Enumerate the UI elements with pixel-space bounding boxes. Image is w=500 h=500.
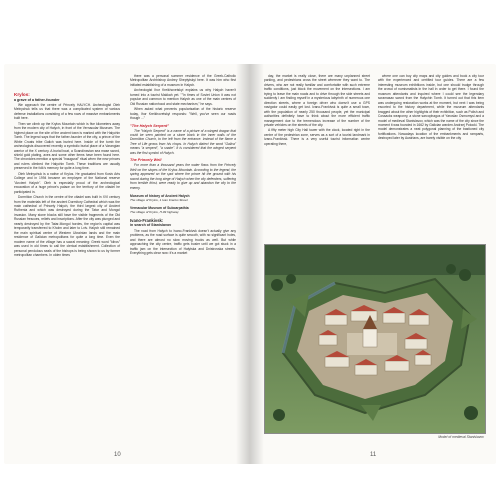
paragraph: Dormition Church in the centre of the citadel was built in XVI century from the materials left of the ancient Dormitory Cathedral which was the main cathedral of Princely Halych, the third largest city of Ancient Ruthenia and which was destroyed during the Tatar and Mongol invasion. Many stone blocks still have the visible fragments of the Old Russian frescoes, reliefs and inscriptions. After the city was plunged and nearly destroyed by the Tatar-Mongol hordes, the region's capital was temporarily transferred to Kholm and later to Lviv. Halych still remained the main spiritual centre of Western Ukrainian lands and the main residence of Galician metropolitans for quite a long time. Even the modern name of the village has a sacral meaning: Greek word "kliros" was used in old times to call the clerical establishment. Collection of personal pendulous seals of the bishops is being shown to us by former metropolitan chambers. In olden times xyxy=(14,195,120,257)
left-column-2 xyxy=(130,74,236,257)
fortress-model-photo xyxy=(264,244,486,434)
left-column-1 xyxy=(14,74,120,258)
fortress-model-illustration xyxy=(265,245,485,433)
paragraph: We approach the centre of Princely HALYCH. Archeologist Oleh Melnychuk tells us that there was a complicated system of various defense installations consisting of a few rows of massive embankments built here. xyxy=(14,103,120,121)
gutter-shadow xyxy=(250,64,264,464)
place-entry xyxy=(130,206,236,214)
paragraph: there was a personal summer residence of the Greek-Catholic Metropolitan Archbishop Andrey Sheptytskyi here. It was him who first initiated establishing of a museum in Halych. xyxy=(130,74,236,87)
paragraph: For more than a thousand years the water flows from the Princely Well on the slopes of the Krylos Mountain. According to the legend, the spring appeared on the spot where the prince hit the ground with his sword during the long siege of Halych when the city defenders, suffering from terrible thirst, were ready to give up and abandon the city to the enemy. xyxy=(130,163,236,190)
gutter-shadow xyxy=(236,64,250,464)
place-title: Vernacular Museum of Subcarpathia xyxy=(130,206,189,211)
place-title: Museum of history of Ancient Halych xyxy=(130,193,190,198)
place-entry xyxy=(130,194,236,202)
section-heading-krylos: Krylos: xyxy=(14,92,30,97)
section-heading-serpent: "The Halych Serpent" xyxy=(130,123,170,128)
paragraph: Then we climb up the Krylos Mountain which is five kilometers away from the modern city of Halych, in front of the Vernacular Museum. The highest place on the site of the ancient town is marked with the Halychin Tomb. The legend says that the father-founder of the city, a prince of the White Croats tribe Galich was buried here. Inside of the tomb the archeologists discovered recently a symbolic burial place of a Varangian warrior of the X century. A burial boat, a Scandinavian sea mase sword, shield gold plating, axes and some other items have been found here. The chronicles mention a special "inaugural" ritual when the new princes and rulers climbed the Halychin Tomb. These traditions are usually preserved in the folk's memory for quite a long time. xyxy=(14,121,120,171)
paragraph: where one can buy city maps and city guides and book a city tour with the experienced and certified tour guides. There are a few interesting museum exhibitions inside, but one should trudge through the crowd of numismatists in the hall in order to get there. I found the museum attendants and inquired where I could see the legendary scramasax sword from the Halychin Tomb. It turned out that this item was undergoing restoration works at the moment, but next I was being escorted to the history department, while the museum attendants bragged about the other highlights of their exhibition, such as Polish and Cossacks weaponry, a stone sarcophagus of Yaroslav Osmomysl and a model of medieval Stanislavov, which was the name of the city since the moment it was founded in 1662 by Galician warden Andrzej Potocki. The model demonstrates a neat polygonal planning of the bastioned city fortifications. Nowadays location of the embankments and ramparts, destroyed later by Austrians, are barely visible on the city xyxy=(378,74,484,141)
open-book xyxy=(4,64,496,464)
paragraph: A fifty meter high City Hall tower with the clock, located right in the centre of the pedestrian zone, serves as a sort of a tourist landmark in Ivano-Frankivsk. There is a very useful tourist information centre operating there, xyxy=(264,128,370,146)
section-heading-ivano: Ivano-Frankivsk: xyxy=(130,218,164,224)
place-address: The village of Krylos, 1 Ivan Franko Street xyxy=(130,198,188,203)
paragraph: Archeologist Ihor Kreikhovetskyi explains us why Halych haven't turned into a tourist Makkah yet. ""In times of Soviet Union it was not popular and common to mention Halych as one of the main centres of Old Russian nationhood and state mechanism," he says. xyxy=(130,88,236,106)
page-number: 11 xyxy=(370,452,377,458)
paragraph: The road from Halych to Ivano-Frankivsk doesn't actually give any problems, as the road surface is quite smooth, with no significant holes, and there are almost no slow moving trucks as well. But while approaching the city centre, traffic gets busier until we got stuck in a traffic jam on the intersection of Halytska and Dnistrovska streets. Everything gets clear now: it's a market xyxy=(130,228,236,256)
place-address: The village of Krylos, H-09 highway xyxy=(130,210,179,215)
paragraph: The "Halych Serpent" is a name of a picture of a winged dragon that could be seen painted on a stone block in the inner walls of the Dormition Church, to the left from the entrance. Instead of the flame a Tree of Life grows from his chops. In Halych dialect the word "Galica" means "a serpent", "a snake". It is considered that the winged serpent was the first symbol of Halych. xyxy=(130,128,236,155)
paragraph: When asked what prevents popularisation of the historic reserve today, Ihor Kreikhovetskyi responds: "Well, you've seen our roads though ..." xyxy=(130,107,236,121)
section-heading-well: The Princely Well xyxy=(130,158,162,163)
right-column-2 xyxy=(378,74,484,142)
right-column-1 xyxy=(264,74,370,147)
left-page xyxy=(4,64,250,464)
paragraph: day, the market is really close, there are many unplanned street parking, and pedestrians cross the street wherever they want to. The drivers, who are not really familiar and comfortable with such extreme traffic conditions, just block the movement on the intersections. I am trying to leave the main roads and to drive through the side streets and suddenly I am finding myself in a mysterious labyrinth of numerous one direction streets, where a foreign driver who doesn't use a GPS navigator could easily get lost. Ivano-Frankivsk is quite a small town, with the population of nearly 250 thousand people, yet the municipal authorities definitely have to think about the more efficient traffic management due to the tremendous increase of the number of the private vehicles on the streets of the city. xyxy=(264,74,370,127)
section-subheading-ivano: in search of Stanislavov xyxy=(130,223,172,228)
paragraph: Oleh Melnychuk is a native of Krylos. He graduated from Kosiv Arts College and in 1994 became an employee of the National reserve "Ancient Halych". Oleh is especially proud of the archeological excavation of a huge prince's palace on the territory of the citadel he participated in. xyxy=(14,171,120,194)
right-page xyxy=(250,64,496,464)
photo-caption: Model of medieval Stanislavov xyxy=(438,435,484,439)
section-subheading-krylos: a grave of a father-founder xyxy=(14,97,60,102)
page-number: 10 xyxy=(114,452,121,458)
